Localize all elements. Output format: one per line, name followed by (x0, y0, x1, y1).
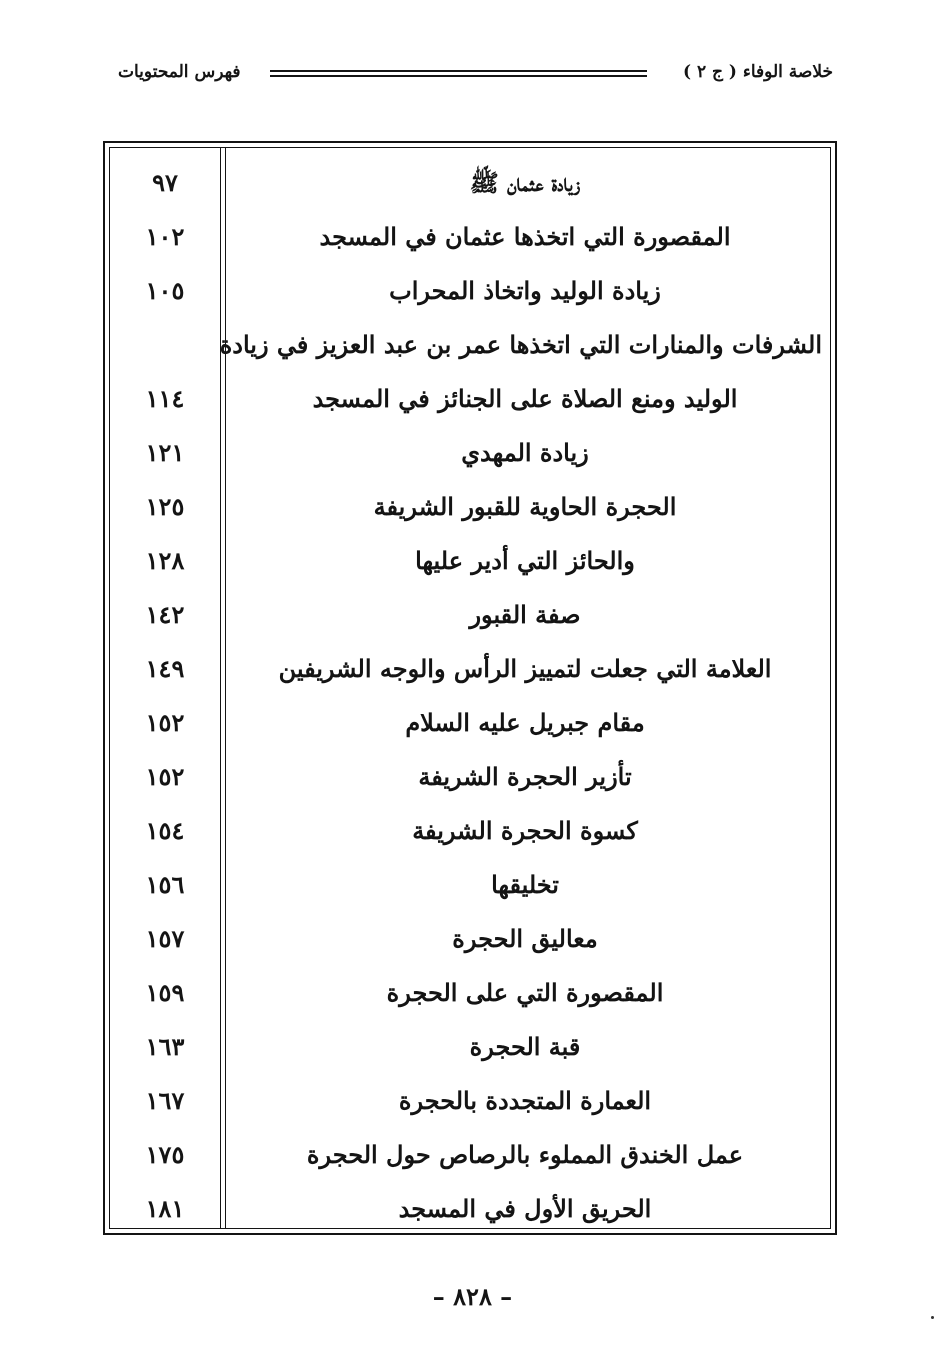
toc-entry-title: العمارة المتجددة بالحجرة (398, 1086, 652, 1115)
toc-page-number: ١٥٩ (145, 978, 185, 1007)
toc-page-number: ١٢٨ (145, 546, 185, 575)
toc-row (110, 912, 830, 966)
header-rule (270, 70, 647, 77)
toc-page-number: ١٨١ (145, 1194, 185, 1223)
toc-inner-border (109, 147, 831, 1229)
toc-entry-title: زيادة عثمان ﷺ (469, 168, 581, 197)
toc-row (110, 750, 830, 804)
toc-entry-title: صفة القبور (469, 600, 581, 629)
toc-page-number: ١٧٥ (145, 1140, 185, 1169)
toc-page-number: ١٤٩ (145, 654, 185, 683)
toc-row (110, 534, 830, 588)
toc-row (110, 318, 830, 372)
toc-row (110, 1128, 830, 1182)
toc-entry-title: كسوة الحجرة الشريفة (412, 816, 638, 845)
toc-entry-title: زيادة الوليد واتخاذ المحراب (389, 276, 661, 305)
toc-row (110, 426, 830, 480)
toc-page-number: ١١٤ (145, 384, 185, 413)
toc-page-number: ١٦٣ (145, 1032, 185, 1061)
toc-row (110, 480, 830, 534)
toc-entry-title: زيادة المهدي (461, 438, 589, 467)
toc-entry-title: المقصورة التي اتخذها عثمان في المسجد (319, 222, 731, 251)
section-title: فهرس المحتويات (118, 62, 241, 82)
toc-entry-title: معاليق الحجرة (452, 924, 598, 953)
toc-page-number: ١٠٥ (145, 276, 185, 305)
toc-page-number: ١٦٧ (145, 1086, 185, 1115)
toc-entry-title: الشرفات والمنارات التي اتخذها عمر بن عبد العزيز في زيادة (219, 330, 822, 359)
toc-page-number: ١٥٢ (145, 762, 185, 791)
toc-page-number: ١٥٦ (145, 870, 185, 899)
toc-rows (110, 156, 830, 1236)
page-number: – ٨٢٨ – (432, 1282, 513, 1311)
toc-row (110, 1074, 830, 1128)
toc-page-number: ١٥٢ (145, 708, 185, 737)
toc-entry-title: تخليقها (491, 870, 559, 899)
toc-page-number: ١٥٧ (145, 924, 185, 953)
toc-page-number: ٩٧ (152, 168, 178, 197)
running-header (118, 58, 833, 88)
toc-entry-title: عمل الخندق المملوء بالرصاص حول الحجرة (306, 1140, 744, 1169)
toc-page-number: ١٢١ (145, 438, 185, 467)
toc-page-number (110, 318, 220, 372)
toc-row (110, 156, 830, 210)
toc-entry-title: الوليد ومنع الصلاة على الجنائز في المسجد (312, 384, 738, 413)
book-title: خلاصة الوفاء ( ج ٢ ) (683, 62, 833, 82)
toc-page-number: ١٢٥ (145, 492, 185, 521)
toc-row (110, 264, 830, 318)
toc-page-number: ١٥٤ (145, 816, 185, 845)
toc-row (110, 804, 830, 858)
toc-row (110, 1182, 830, 1236)
toc-entry-title: تأزير الحجرة الشريفة (418, 762, 632, 791)
toc-row (110, 966, 830, 1020)
toc-table (103, 141, 837, 1235)
toc-entry-title: الحريق الأول في المسجد (398, 1194, 652, 1223)
toc-row (110, 588, 830, 642)
toc-row (110, 642, 830, 696)
toc-entry-title: والحائز التي أدير عليها (415, 546, 635, 575)
toc-entry-title: العلامة التي جعلت لتمييز الرأس والوجه الشريفين (278, 654, 772, 683)
toc-entry-title: الحجرة الحاوية للقبور الشريفة (373, 492, 677, 521)
toc-entry-title: المقصورة التي على الحجرة (386, 978, 664, 1007)
toc-entry-title: مقام جبريل عليه السلام (405, 708, 645, 737)
toc-entry-title: قبة الحجرة (469, 1032, 581, 1061)
toc-row (110, 1020, 830, 1074)
toc-row (110, 858, 830, 912)
toc-row (110, 372, 830, 426)
toc-row (110, 696, 830, 750)
toc-row (110, 210, 830, 264)
scan-speck (931, 1316, 934, 1319)
toc-page-number: ١٠٢ (145, 222, 185, 251)
toc-page-number: ١٤٢ (145, 600, 185, 629)
